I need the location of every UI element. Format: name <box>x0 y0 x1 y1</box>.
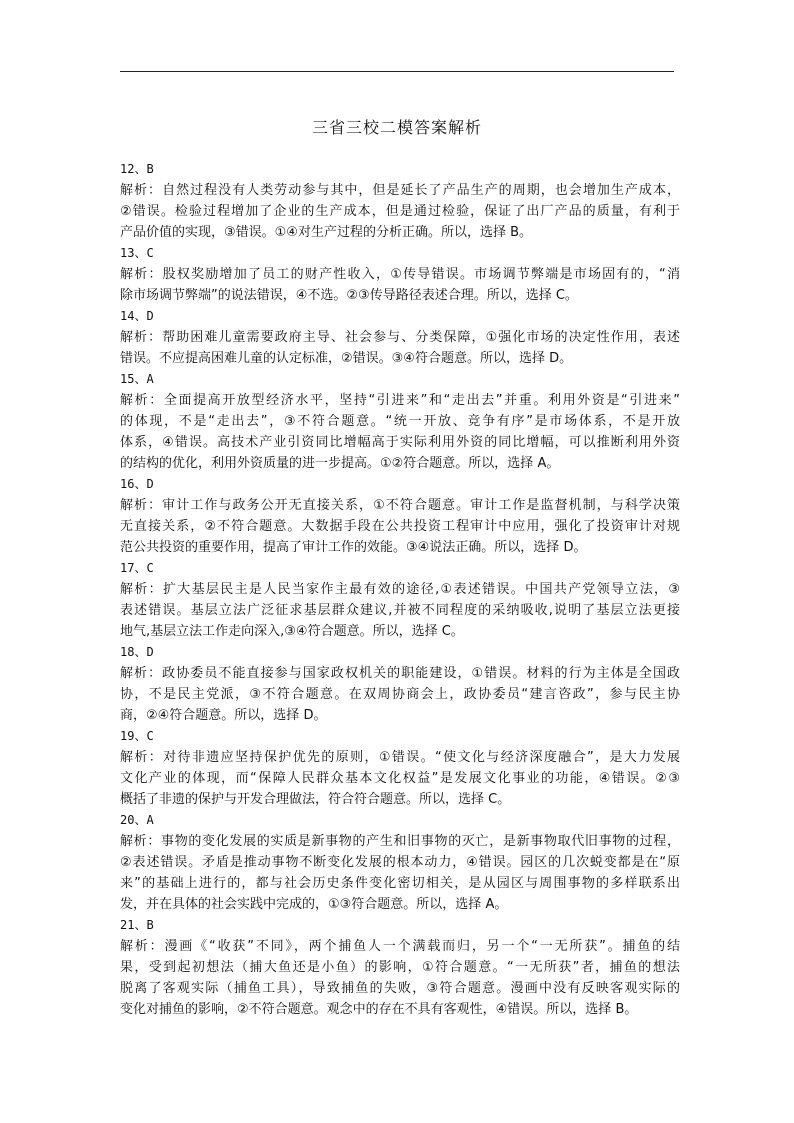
question-number: 13、C <box>120 246 154 260</box>
explanation-line: ②表述错误。矛盾是推动事物不断变化发展的根本动力，④错误。园区的几次蜕变都是在“原 <box>120 855 680 870</box>
explanation-line: 解析：审计工作与政务公开无直接关系，①不符合题意。审计工作是监督机制，与科学决策 <box>120 498 680 513</box>
explanation-line: 解析：自然过程没有人类劳动参与其中，但是延长了产品生产的周期，也会增加生产成本， <box>120 183 680 198</box>
explanation-line: 协，不是民主党派，③不符合题意。在双周协商会上，政协委员“建言咨政”，参与民主协 <box>120 687 680 702</box>
explanation-line: 果，受到起初想法（捕大鱼还是小鱼）的影响，①符合题意。“一无所获”者，捕鱼的想法 <box>120 960 680 975</box>
header-rule <box>120 71 674 72</box>
answer-item <box>120 726 680 810</box>
answer-item <box>120 243 680 306</box>
explanation-line: 无直接关系，②不符合题意。大数据手段在公共投资工程审计中应用，强化了投资审计对规 <box>120 519 680 534</box>
explanation-line: 脱离了客观实际（捕鱼工具），导致捕鱼的失败，③符合题意。漫画中没有反映客观实际的 <box>120 981 680 996</box>
answer-item <box>120 558 680 642</box>
explanation-line: 解析：漫画《“收获”不同》，两个捕鱼人一个满载而归，另一个“一无所获”。捕鱼的结 <box>120 939 680 954</box>
explanation-line: 的体现，不是“走出去”，③不符合题意。“统一开放、竞争有序”是市场体系，不是开放 <box>120 414 680 429</box>
explanation-line: 范公共投资的重要作用，提高了审计工作的效能。③④说法正确。所以，选择 D。 <box>120 540 587 555</box>
question-number: 21、B <box>120 918 154 932</box>
answer-item <box>120 810 680 915</box>
answer-item <box>120 642 680 726</box>
question-number: 12、B <box>120 162 154 176</box>
explanation-line: 解析：帮助困难儿童需要政府主导、社会参与、分类保障，①强化市场的决定性作用，表述 <box>120 330 680 345</box>
explanation-line: ②错误。检验过程增加了企业的生产成本，但是通过检验，保证了出厂产品的质量，有利于 <box>120 204 680 219</box>
question-number: 19、C <box>120 729 154 743</box>
answer-item <box>120 369 680 474</box>
question-number: 16、D <box>120 477 154 491</box>
explanation-line: 错误。不应提高困难儿童的认定标准，②错误。③④符合题意。所以，选择 D。 <box>120 351 573 366</box>
explanation-line: 变化对捕鱼的影响，②不符合题意。观念中的存在不具有客观性，④错误。所以，选择 B。 <box>120 1002 638 1017</box>
explanation-line: 解析：股权奖励增加了员工的财产性收入，①传导错误。市场调节弊端是市场固有的，“消 <box>120 267 680 282</box>
page-title: 三省三校二模答案解析 <box>311 118 482 137</box>
explanation-line: 来”的基础上进行的，都与社会历史条件变化密切相关，是从园区与周围事物的多样联系出 <box>120 876 680 891</box>
explanation-line: 解析：对待非遗应坚持保护优先的原则，①错误。“使文化与经济深度融合”，是大力发展 <box>120 750 680 765</box>
explanation-line: 文化产业的体现，而“保障人民群众基本文化权益”是发展文化事业的功能，④错误。②③ <box>120 771 680 786</box>
answer-list <box>120 159 680 1020</box>
question-number: 20、A <box>120 813 154 827</box>
explanation-line: 商，②④符合题意。所以，选择 D。 <box>120 708 327 723</box>
explanation-line: 的结构的优化，利用外资质量的进一步提高。①②符合题意。所以，选择 A。 <box>120 456 560 471</box>
explanation-line: 解析：全面提高开放型经济水平，坚持“引进来”和“走出去”并重。利用外资是“引进来” <box>120 393 680 408</box>
explanation-line: 发，并在具体的社会实践中完成的，①③符合题意。所以，选择 A。 <box>120 897 508 912</box>
answer-item <box>120 306 680 369</box>
explanation-line: 解析：事物的变化发展的实质是新事物的产生和旧事物的灭亡，是新事物取代旧事物的过程， <box>120 834 680 849</box>
question-number: 14、D <box>120 309 154 323</box>
explanation-line: 解析：扩大基层民主是人民当家作主最有效的途径,①表述错误。中国共产党领导立法，③ <box>120 582 680 597</box>
explanation-line: 概括了非遗的保护与开发合理做法，符合符合题意。所以，选择 C。 <box>120 792 511 807</box>
answer-item <box>120 474 680 558</box>
question-number: 17、C <box>120 561 154 575</box>
explanation-line: 表述错误。基层立法广泛征求基层群众建议,并被不同程度的采纳吸收,说明了基层立法更接 <box>120 603 680 618</box>
explanation-line: 体系，④错误。高技术产业引资同比增幅高于实际利用外资的同比增幅，可以推断利用外资 <box>120 435 680 450</box>
explanation-line: 除市场调节弊端”的说法错误，④不选。②③传导路径表述合理。所以，选择 C。 <box>120 288 578 303</box>
explanation-line: 地气,基层立法工作走向深入,③④符合题意。所以，选择 C。 <box>120 624 464 639</box>
answer-item <box>120 159 680 243</box>
question-number: 15、A <box>120 372 154 386</box>
question-number: 18、D <box>120 645 154 659</box>
answer-item <box>120 915 680 1020</box>
explanation-line: 解析：政协委员不能直接参与国家政权机关的职能建设，①错误。材料的行为主体是全国政 <box>120 666 680 681</box>
explanation-line: 产品价值的实现，③错误。①④对生产过程的分析正确。所以，选择 B。 <box>120 225 533 240</box>
